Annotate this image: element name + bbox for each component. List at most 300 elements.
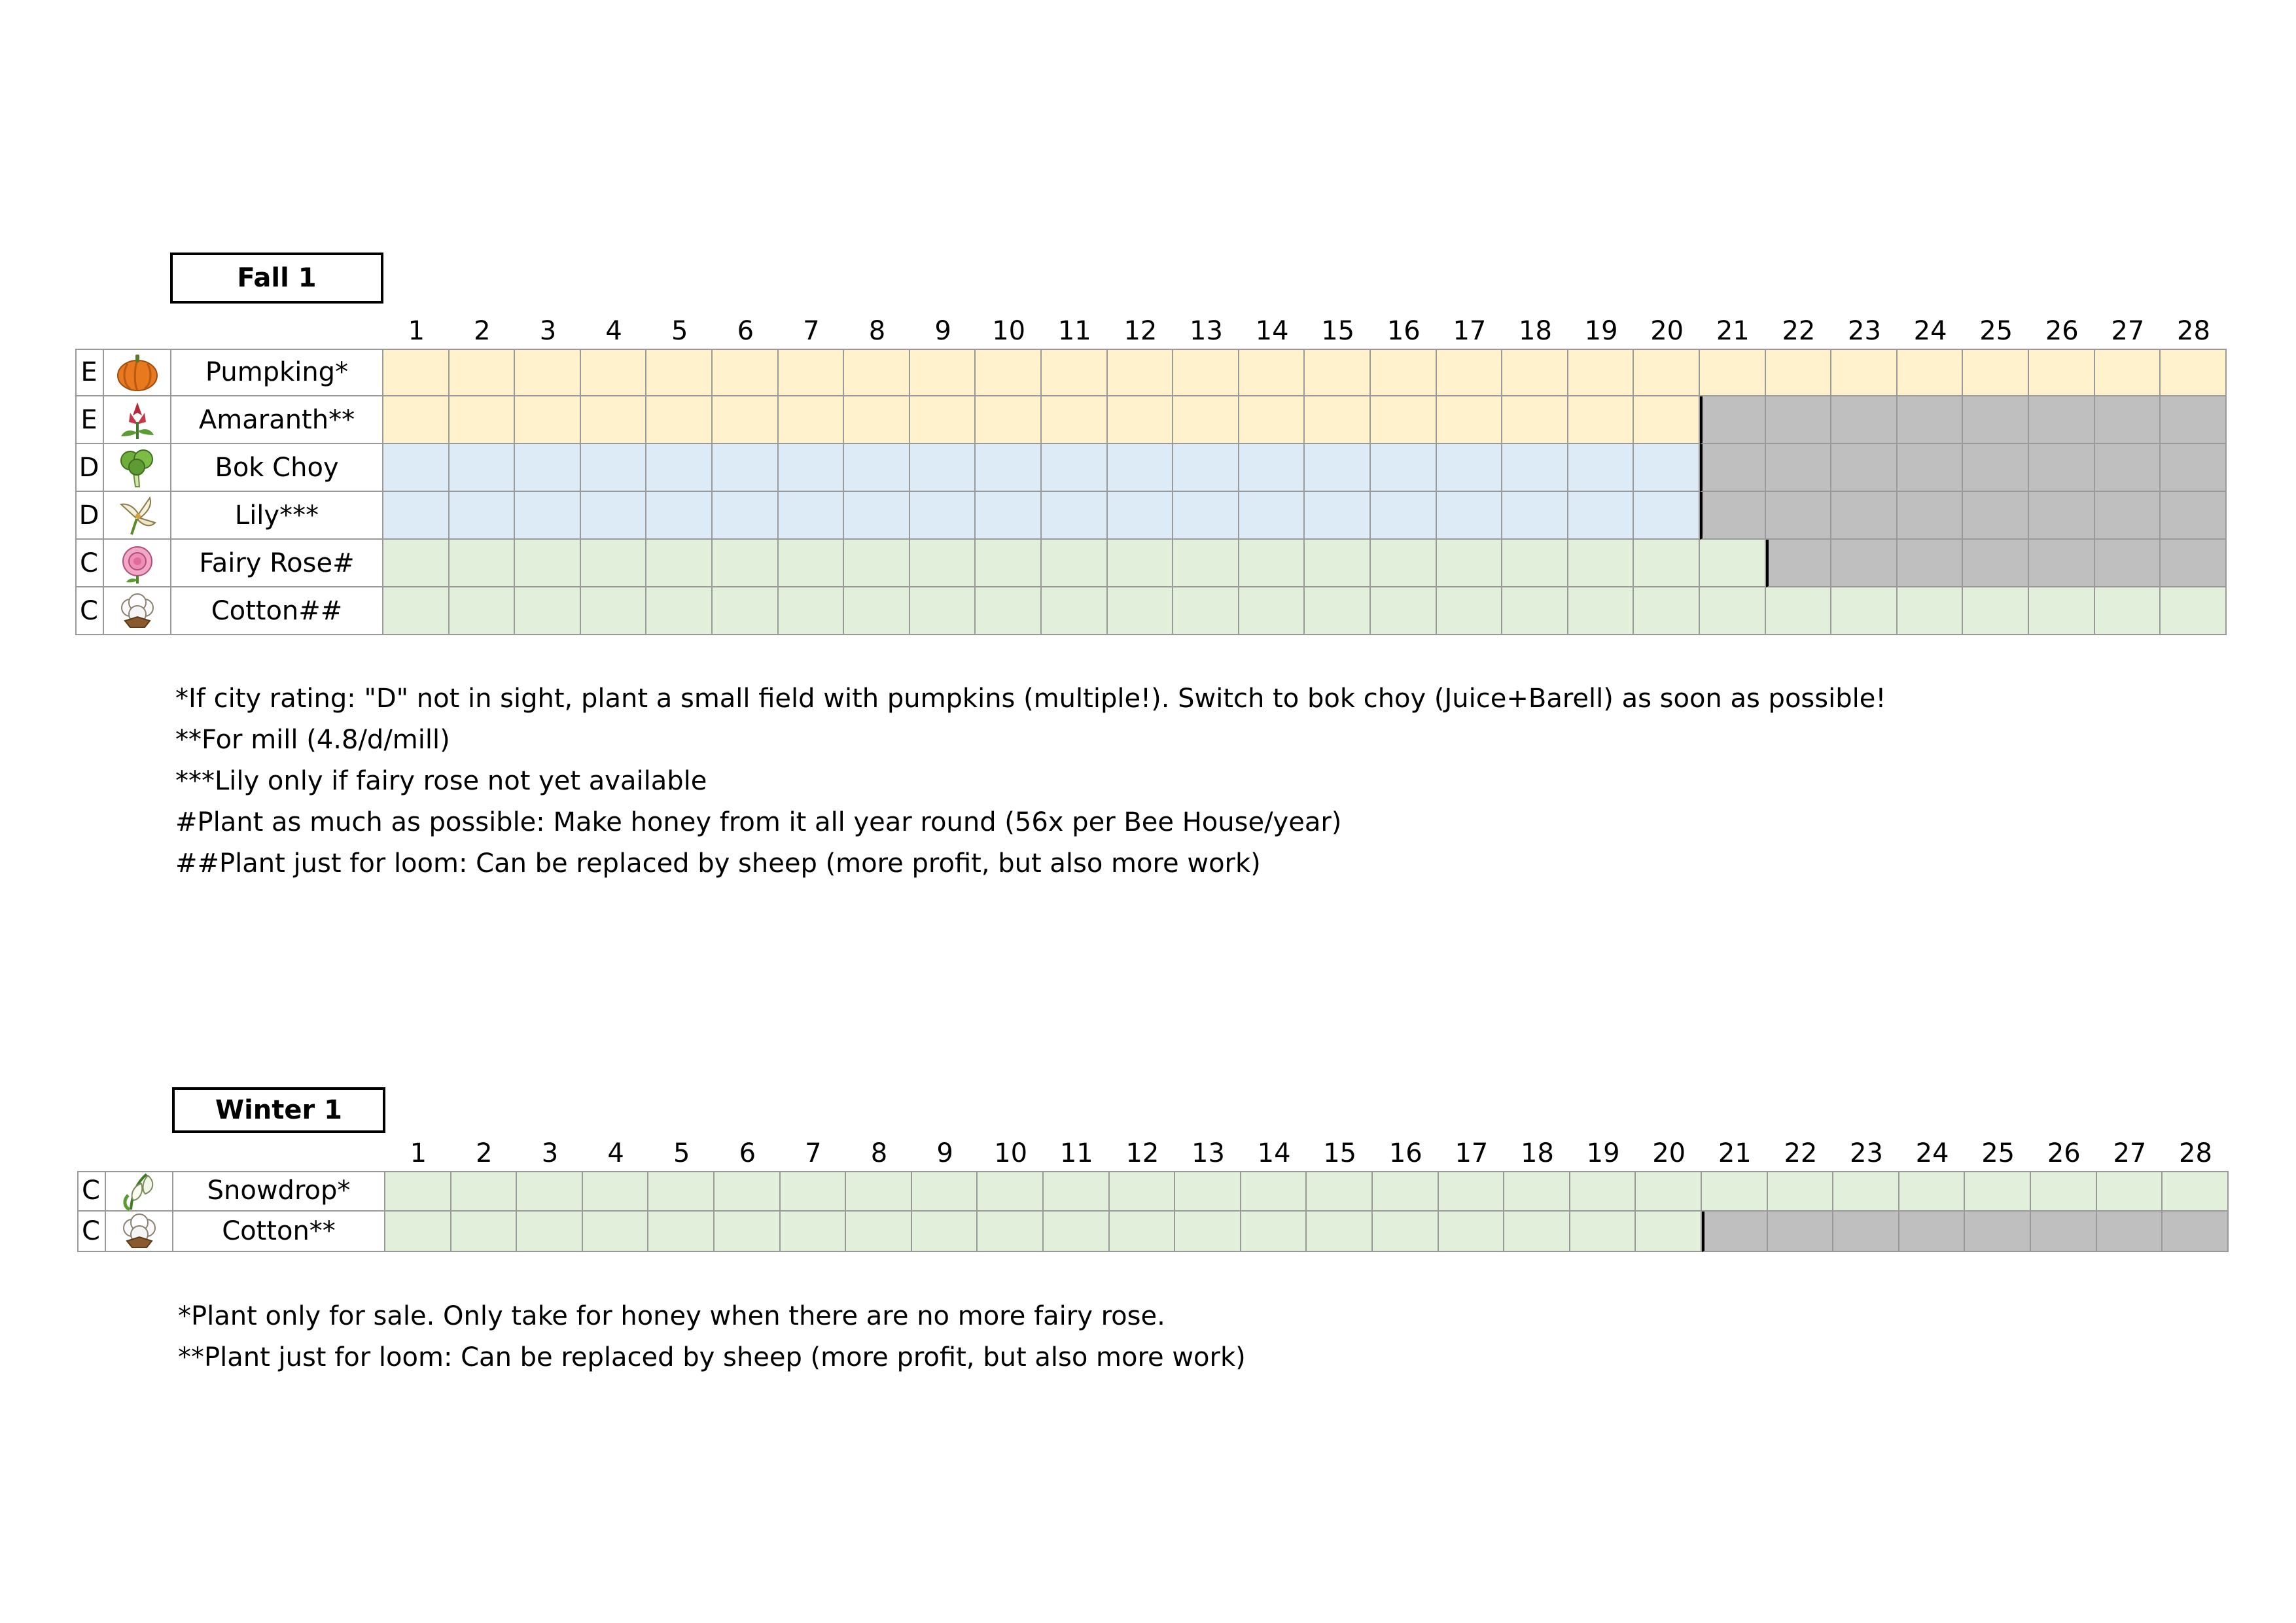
day-number: 6 <box>737 316 754 346</box>
day-cell-unavailable <box>2029 444 2095 492</box>
day-cell <box>846 1171 912 1212</box>
day-cell <box>779 444 845 492</box>
grade-label: E <box>75 349 104 396</box>
day-number: 18 <box>1519 316 1552 346</box>
day-number: 5 <box>671 316 688 346</box>
day-cell <box>779 587 845 635</box>
day-number: 14 <box>1257 1138 1291 1168</box>
snowdrop-icon <box>106 1171 173 1212</box>
crop-name: Amaranth** <box>171 396 383 444</box>
day-cell <box>450 492 516 540</box>
day-cell <box>385 1212 451 1252</box>
day-number: 8 <box>868 316 886 346</box>
day-cell <box>1042 492 1108 540</box>
day-number: 11 <box>1059 1138 1093 1168</box>
day-cell <box>1568 396 1634 444</box>
cotton-icon <box>104 587 171 635</box>
day-cell <box>1173 492 1239 540</box>
grade-label: C <box>77 1212 106 1252</box>
day-cell <box>515 349 581 396</box>
day-cell <box>648 1212 715 1252</box>
day-cell <box>451 1171 518 1212</box>
day-cell-unavailable <box>2095 492 2161 540</box>
lily-icon <box>104 492 171 540</box>
day-cell <box>1634 492 1700 540</box>
day-cell <box>1831 587 1898 635</box>
day-cell-unavailable <box>2029 396 2095 444</box>
grade-label: D <box>75 492 104 540</box>
day-cell <box>2095 587 2161 635</box>
day-cell <box>1305 349 1371 396</box>
footnote: **Plant just for loom: Can be replaced by sheep (more profit, but also more work) <box>178 1342 1246 1372</box>
day-cell <box>1437 492 1503 540</box>
day-cell <box>581 396 647 444</box>
day-cell <box>1110 1171 1176 1212</box>
day-cell <box>713 444 779 492</box>
day-number: 24 <box>1915 1138 1949 1168</box>
day-cell <box>1371 349 1437 396</box>
day-cell <box>1371 396 1437 444</box>
day-cell <box>976 444 1042 492</box>
day-number: 10 <box>994 1138 1028 1168</box>
day-cell-unavailable <box>1963 444 2029 492</box>
day-cell-unavailable <box>1766 396 1832 444</box>
day-cell <box>1239 492 1305 540</box>
day-cell <box>1241 1212 1307 1252</box>
day-cell <box>515 492 581 540</box>
day-cell <box>779 396 845 444</box>
day-number: 14 <box>1255 316 1289 346</box>
day-cell <box>1042 587 1108 635</box>
day-cell <box>1439 1171 1505 1212</box>
day-cell <box>383 587 450 635</box>
day-cell <box>1175 1212 1241 1252</box>
day-cell <box>1439 1212 1505 1252</box>
day-cell-unavailable <box>1766 444 1832 492</box>
bok-choy-icon <box>104 444 171 492</box>
day-cell <box>583 1212 649 1252</box>
day-cell-unavailable <box>1963 396 2029 444</box>
day-cell <box>1570 1171 1636 1212</box>
day-number: 27 <box>2111 316 2145 346</box>
day-cell <box>383 540 450 587</box>
day-cell <box>1371 540 1437 587</box>
day-cell <box>1963 587 2029 635</box>
day-cell <box>844 396 910 444</box>
day-cell <box>2031 1171 2097 1212</box>
day-cell <box>1373 1212 1439 1252</box>
footnote: *Plant only for sale. Only take for honey when there are no more fairy rose. <box>178 1301 1165 1331</box>
day-number: 27 <box>2113 1138 2147 1168</box>
day-cell <box>1437 587 1503 635</box>
day-number: 9 <box>936 1138 953 1168</box>
day-cell-unavailable <box>2161 540 2227 587</box>
day-cell-unavailable <box>1831 396 1898 444</box>
day-number: 2 <box>474 316 491 346</box>
day-cell <box>1437 396 1503 444</box>
day-cell-unavailable <box>1965 1212 2031 1252</box>
footnote: ##Plant just for loom: Can be replaced by sheep (more profit, but also more work) <box>175 848 1261 879</box>
day-cell-unavailable <box>2161 396 2227 444</box>
day-number: 22 <box>1784 1138 1818 1168</box>
day-cell-unavailable <box>1831 540 1898 587</box>
day-cell <box>1307 1171 1373 1212</box>
grade-label: C <box>75 587 104 635</box>
day-cell <box>1042 396 1108 444</box>
day-cell <box>1634 540 1700 587</box>
day-cell-unavailable <box>2029 540 2095 587</box>
day-cell <box>1437 444 1503 492</box>
day-cell <box>1108 396 1174 444</box>
day-cell <box>1898 587 1964 635</box>
day-cell <box>1700 349 1766 396</box>
fairy-rose-icon <box>104 540 171 587</box>
day-number: 8 <box>870 1138 888 1168</box>
day-cell <box>450 396 516 444</box>
day-number: 12 <box>1125 1138 1159 1168</box>
day-cell-unavailable <box>1898 444 1964 492</box>
day-number: 1 <box>408 316 425 346</box>
day-cell <box>646 587 713 635</box>
day-cell <box>1636 1212 1702 1252</box>
day-cell <box>1634 349 1700 396</box>
day-cell <box>451 1212 518 1252</box>
day-cell <box>1504 1212 1570 1252</box>
day-cell <box>846 1212 912 1252</box>
day-cell <box>1502 540 1568 587</box>
day-cell-unavailable <box>1899 1212 1966 1252</box>
day-number: 15 <box>1323 1138 1357 1168</box>
day-cell <box>1504 1171 1570 1212</box>
day-cell <box>1305 396 1371 444</box>
day-number: 23 <box>1848 316 1881 346</box>
day-cell <box>646 396 713 444</box>
day-cell <box>1963 349 2029 396</box>
day-number: 7 <box>805 1138 822 1168</box>
day-cell <box>517 1171 583 1212</box>
day-cell <box>844 444 910 492</box>
day-number: 24 <box>1913 316 1947 346</box>
day-cell <box>1108 587 1174 635</box>
day-cell-unavailable <box>1898 540 1964 587</box>
day-number: 13 <box>1190 316 1223 346</box>
day-cell <box>1305 540 1371 587</box>
day-cell <box>517 1212 583 1252</box>
crop-name: Cotton** <box>173 1212 385 1252</box>
day-cell-unavailable <box>1766 492 1832 540</box>
day-cell <box>515 540 581 587</box>
day-cell <box>976 396 1042 444</box>
day-cell-unavailable <box>2029 492 2095 540</box>
day-cell <box>1239 396 1305 444</box>
day-cell <box>1173 540 1239 587</box>
day-cell <box>2097 1171 2163 1212</box>
day-cell <box>450 444 516 492</box>
day-number: 25 <box>1979 316 2013 346</box>
day-cell <box>1305 587 1371 635</box>
day-cell-unavailable <box>1898 396 1964 444</box>
day-cell <box>1173 349 1239 396</box>
day-cell <box>1044 1171 1110 1212</box>
day-number: 10 <box>992 316 1026 346</box>
day-cell <box>976 540 1042 587</box>
day-number: 1 <box>410 1138 427 1168</box>
day-cell <box>1307 1212 1373 1252</box>
day-cell-unavailable <box>2031 1212 2097 1252</box>
day-cell <box>1502 444 1568 492</box>
day-cell-unavailable <box>2097 1212 2163 1252</box>
day-number: 26 <box>2045 316 2079 346</box>
day-cell <box>1108 540 1174 587</box>
day-cell <box>1831 349 1898 396</box>
day-number: 20 <box>1652 1138 1686 1168</box>
pumpkin-icon <box>104 349 171 396</box>
grade-label: E <box>75 396 104 444</box>
footnote: ***Lily only if fairy rose not yet available <box>175 766 707 796</box>
day-cell <box>385 1171 451 1212</box>
day-cell <box>2029 587 2095 635</box>
day-number: 19 <box>1586 1138 1620 1168</box>
day-cell <box>2163 1171 2229 1212</box>
day-cell <box>779 540 845 587</box>
day-cell <box>1502 396 1568 444</box>
day-cell <box>978 1212 1044 1252</box>
day-cell-unavailable <box>2161 444 2227 492</box>
day-cell <box>1568 587 1634 635</box>
day-cell <box>515 587 581 635</box>
day-number: 18 <box>1521 1138 1554 1168</box>
day-cell <box>976 492 1042 540</box>
day-number: 13 <box>1192 1138 1225 1168</box>
day-number: 26 <box>2047 1138 2081 1168</box>
amaranth-icon <box>104 396 171 444</box>
day-number: 16 <box>1388 1138 1422 1168</box>
day-number: 12 <box>1123 316 1157 346</box>
day-cell <box>1239 587 1305 635</box>
day-cell <box>1768 1171 1834 1212</box>
crop-name: Bok Choy <box>171 444 383 492</box>
day-number: 5 <box>673 1138 690 1168</box>
day-cell <box>1173 587 1239 635</box>
day-number: 23 <box>1850 1138 1883 1168</box>
day-cell-unavailable <box>2163 1212 2229 1252</box>
day-cell <box>383 492 450 540</box>
day-cell <box>1371 587 1437 635</box>
day-cell <box>1175 1171 1241 1212</box>
day-number: 28 <box>2177 316 2210 346</box>
day-cell <box>1568 492 1634 540</box>
day-cell <box>1700 587 1766 635</box>
day-number: 4 <box>607 1138 624 1168</box>
grade-label: C <box>75 540 104 587</box>
day-cell <box>1437 540 1503 587</box>
day-cell <box>515 396 581 444</box>
day-cell <box>1108 492 1174 540</box>
day-number: 20 <box>1650 316 1684 346</box>
day-number: 25 <box>1981 1138 2015 1168</box>
day-cell <box>1766 349 1832 396</box>
day-cell <box>1239 349 1305 396</box>
fall-title: Fall 1 <box>170 253 383 304</box>
grade-label: C <box>77 1171 106 1212</box>
day-cell-unavailable <box>2095 396 2161 444</box>
day-cell <box>383 349 450 396</box>
day-cell <box>976 349 1042 396</box>
day-cell <box>450 587 516 635</box>
day-cell <box>713 349 779 396</box>
day-number: 3 <box>539 316 557 346</box>
day-cell <box>713 396 779 444</box>
day-cell <box>450 540 516 587</box>
day-cell <box>912 1171 978 1212</box>
day-cell <box>1371 492 1437 540</box>
day-cell <box>1898 349 1964 396</box>
day-cell <box>1570 1212 1636 1252</box>
day-cell <box>1437 349 1503 396</box>
day-cell-unavailable <box>1700 396 1766 444</box>
footnote: #Plant as much as possible: Make honey from it all year round (56x per Bee House/year) <box>175 807 1342 837</box>
day-cell <box>978 1171 1044 1212</box>
day-cell-unavailable <box>1700 492 1766 540</box>
day-cell <box>1766 587 1832 635</box>
day-cell-unavailable <box>1963 540 2029 587</box>
day-cell-unavailable <box>1831 492 1898 540</box>
day-cell <box>1371 444 1437 492</box>
day-cell <box>583 1171 649 1212</box>
day-cell <box>715 1212 781 1252</box>
day-cell <box>1502 587 1568 635</box>
day-cell-unavailable <box>2095 444 2161 492</box>
day-number: 4 <box>605 316 622 346</box>
day-cell-unavailable <box>1898 492 1964 540</box>
day-cell-unavailable <box>2161 492 2227 540</box>
day-cell-unavailable <box>1768 1212 1834 1252</box>
day-cell <box>1239 444 1305 492</box>
day-cell <box>646 349 713 396</box>
day-cell <box>581 540 647 587</box>
day-cell-unavailable <box>1700 444 1766 492</box>
day-cell <box>1568 444 1634 492</box>
day-cell <box>581 444 647 492</box>
crop-name: Lily*** <box>171 492 383 540</box>
day-cell <box>910 540 976 587</box>
day-number: 7 <box>803 316 820 346</box>
day-cell <box>910 492 976 540</box>
day-number: 6 <box>739 1138 756 1168</box>
day-number: 16 <box>1386 316 1421 346</box>
day-cell <box>781 1171 847 1212</box>
day-cell <box>2029 349 2095 396</box>
day-cell <box>844 540 910 587</box>
day-cell <box>646 444 713 492</box>
day-cell <box>1042 349 1108 396</box>
day-cell <box>1241 1171 1307 1212</box>
day-cell <box>383 396 450 444</box>
day-cell <box>1173 444 1239 492</box>
day-cell <box>646 492 713 540</box>
day-number: 2 <box>476 1138 493 1168</box>
day-cell <box>844 349 910 396</box>
day-cell <box>976 587 1042 635</box>
day-cell <box>1634 587 1700 635</box>
day-cell <box>1173 396 1239 444</box>
day-cell <box>910 587 976 635</box>
day-cell-unavailable <box>1702 1212 1768 1252</box>
day-cell <box>1305 444 1371 492</box>
day-cell <box>1568 349 1634 396</box>
day-cell <box>779 349 845 396</box>
day-cell <box>581 349 647 396</box>
day-cell <box>581 587 647 635</box>
day-cell <box>1568 540 1634 587</box>
day-number: 21 <box>1716 316 1750 346</box>
day-cell <box>1502 349 1568 396</box>
day-cell <box>844 587 910 635</box>
day-cell <box>648 1171 715 1212</box>
day-cell <box>1108 349 1174 396</box>
day-number: 11 <box>1057 316 1091 346</box>
day-cell <box>844 492 910 540</box>
footnote: *If city rating: "D" not in sight, plant a small field with pumpkins (multiple!). Switch to bok choy (Juice+Barell) as soon as possible! <box>175 684 1886 714</box>
day-cell <box>1702 1171 1768 1212</box>
day-number: 28 <box>2179 1138 2212 1168</box>
day-cell <box>2161 349 2227 396</box>
day-cell <box>1108 444 1174 492</box>
day-number: 15 <box>1321 316 1355 346</box>
day-cell <box>383 444 450 492</box>
day-cell <box>781 1212 847 1252</box>
day-cell <box>1634 444 1700 492</box>
footnote: **For mill (4.8/d/mill) <box>175 725 450 755</box>
day-cell <box>912 1212 978 1252</box>
day-cell <box>713 492 779 540</box>
winter-title: Winter 1 <box>172 1087 385 1133</box>
day-cell-unavailable <box>1766 540 1832 587</box>
day-cell <box>515 444 581 492</box>
day-cell <box>910 349 976 396</box>
day-cell <box>1044 1212 1110 1252</box>
day-cell <box>581 492 647 540</box>
day-number: 17 <box>1453 316 1487 346</box>
day-cell <box>646 540 713 587</box>
day-number: 22 <box>1782 316 1816 346</box>
day-cell <box>2095 349 2161 396</box>
day-cell <box>779 492 845 540</box>
day-cell <box>1833 1171 1899 1212</box>
day-cell <box>713 587 779 635</box>
day-cell <box>1373 1171 1439 1212</box>
day-number: 3 <box>541 1138 559 1168</box>
crop-name: Snowdrop* <box>173 1171 385 1212</box>
day-cell <box>450 349 516 396</box>
day-cell-unavailable <box>1831 444 1898 492</box>
day-cell <box>1965 1171 2031 1212</box>
day-cell <box>1042 444 1108 492</box>
day-cell <box>713 540 779 587</box>
crop-name: Cotton## <box>171 587 383 635</box>
day-cell-unavailable <box>1963 492 2029 540</box>
day-cell <box>715 1171 781 1212</box>
day-cell <box>1042 540 1108 587</box>
day-cell-unavailable <box>1833 1212 1899 1252</box>
day-number: 19 <box>1584 316 1618 346</box>
day-cell <box>1700 540 1766 587</box>
day-number: 21 <box>1718 1138 1752 1168</box>
day-cell <box>1239 540 1305 587</box>
day-cell <box>910 396 976 444</box>
day-cell-unavailable <box>2095 540 2161 587</box>
crop-name: Pumpking* <box>171 349 383 396</box>
